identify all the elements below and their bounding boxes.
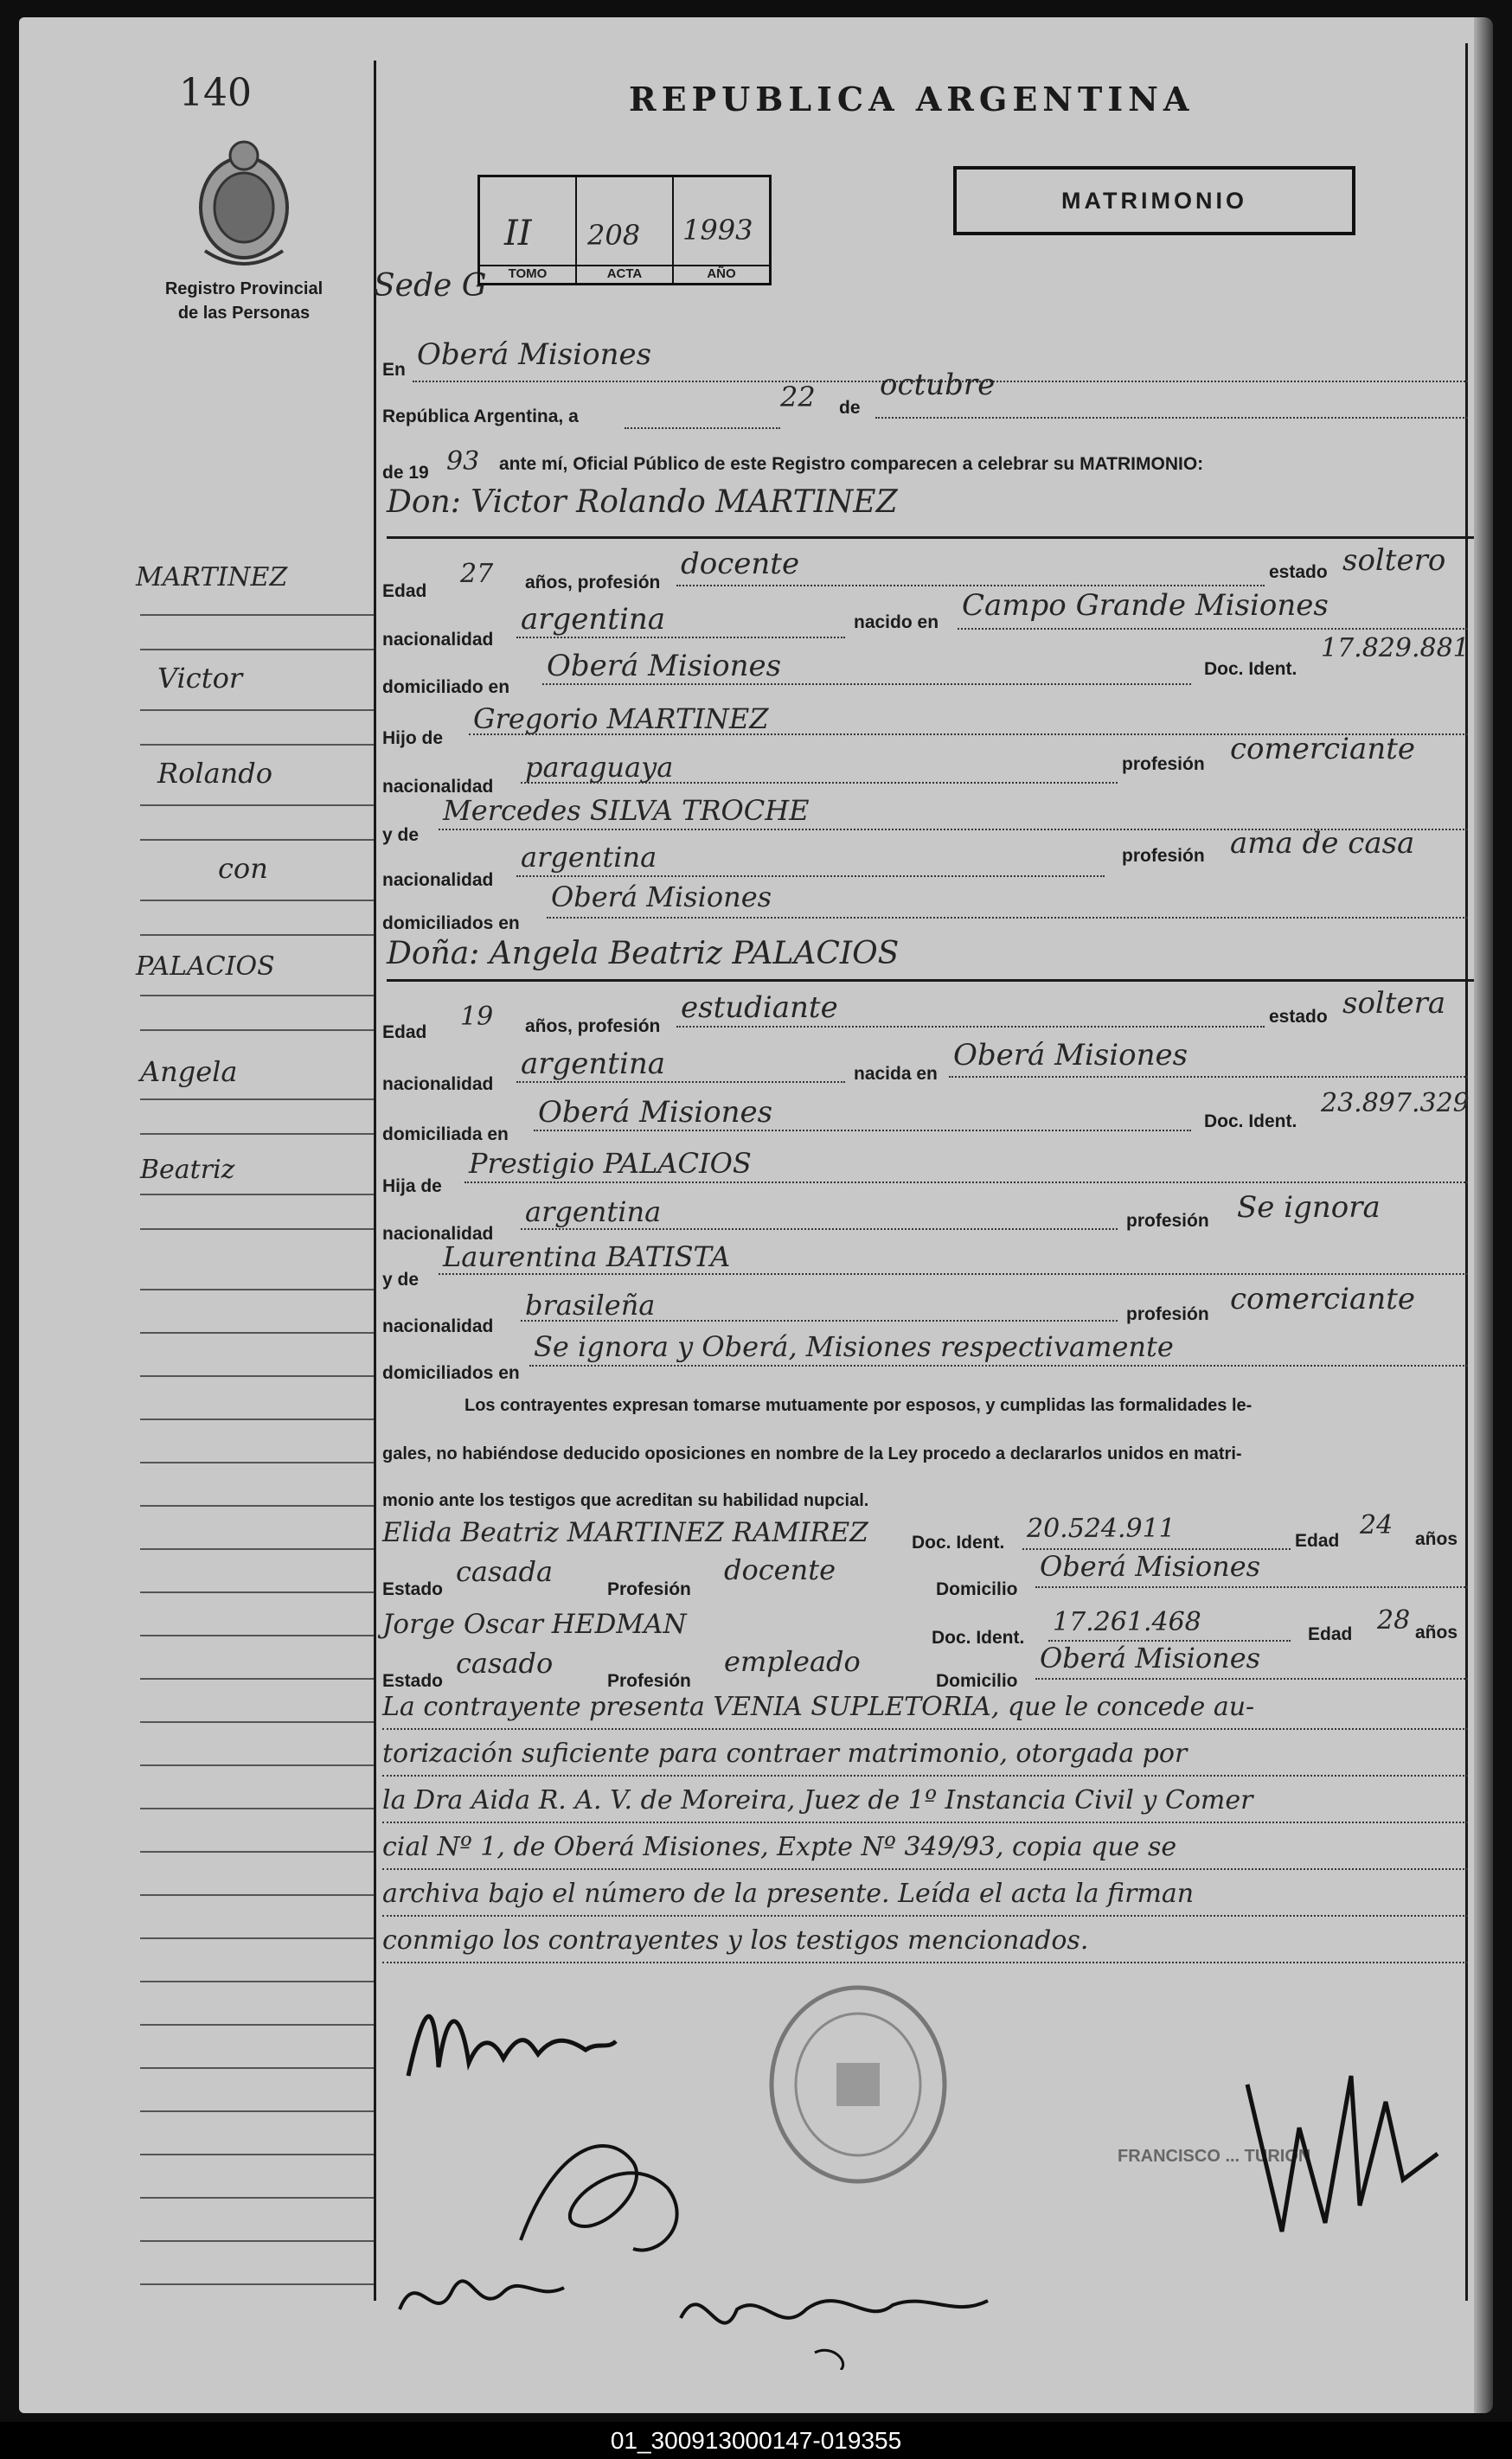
domicilio-label: domiciliada en (382, 1124, 509, 1144)
groom-padre: Gregorio MARTINEZ (473, 702, 769, 735)
underline (464, 1181, 1468, 1183)
note-line-3: la Dra Aida R. A. V. de Moreira, Juez de 1º Instancia Civil y Comer (382, 1785, 1253, 1815)
groom-profesion: docente (681, 547, 800, 581)
bride-doc: 23.897.329 (1321, 1088, 1470, 1118)
underline (949, 1076, 1468, 1078)
signature-official-icon (1230, 2050, 1455, 2257)
declaration-line-3: monio ante los testigos que acreditan su habilidad nupcial. (382, 1491, 869, 1510)
witness1-edad: 24 (1360, 1510, 1393, 1540)
margin-rule (140, 995, 374, 996)
estado-label: Estado (382, 1671, 444, 1691)
underline (516, 875, 1105, 877)
underline (521, 1228, 1118, 1230)
bride-madre-nac: brasileña (525, 1289, 656, 1322)
margin-rule (140, 804, 374, 806)
edad-label: Edad (382, 581, 427, 601)
section-divider (387, 979, 1475, 982)
underline (676, 1026, 1265, 1028)
underline (547, 917, 1468, 919)
margin-rule (140, 1228, 374, 1230)
edad-label: Edad (382, 1022, 427, 1042)
sede-handwritten: Sede G (374, 268, 487, 304)
margin-rule (140, 2197, 374, 2199)
margin-rule (140, 1098, 374, 1100)
margin-rule (140, 1808, 374, 1809)
margin-rule (140, 1418, 374, 1420)
margin-rule (140, 839, 374, 841)
section-divider (387, 536, 1475, 539)
doc-label: Doc. Ident. (932, 1628, 1025, 1648)
padre-nac-label: nacionalidad (382, 777, 494, 797)
margin-name-6: Beatriz (140, 1155, 235, 1185)
margin-rule (140, 1894, 374, 1896)
hijo-label: Hijo de (382, 728, 444, 748)
margin-rule (140, 2283, 374, 2285)
tomo-cell (480, 177, 577, 283)
groom-nacido: Campo Grande Misiones (962, 588, 1329, 623)
margin-name-2: Rolando (157, 757, 273, 790)
nacionalidad-label: nacionalidad (382, 630, 494, 650)
bride-madre: Laurentina BATISTA (443, 1240, 731, 1273)
act-type-box (953, 166, 1355, 235)
witness1-domicilio: Oberá Misiones (1040, 1550, 1261, 1583)
estado-label: Estado (382, 1579, 444, 1599)
edad-label: Edad (1308, 1624, 1353, 1644)
note-line-1: La contrayente presenta VENIA SUPLETORIA, que le concede au- (382, 1692, 1255, 1722)
underline (1035, 1678, 1468, 1680)
signature-witness-1-icon (391, 2240, 581, 2335)
underline (382, 1775, 1468, 1777)
groom-estado: soltero (1342, 543, 1446, 578)
year-suffix: 93 (446, 446, 480, 477)
underline (516, 1081, 845, 1083)
margin-rule (140, 1375, 374, 1377)
bride-madre-prof: comerciante (1230, 1282, 1415, 1316)
underline (529, 1365, 1468, 1367)
signature-witness-2-icon (668, 2257, 996, 2370)
tomo-label: TOMO (480, 265, 575, 281)
doc-label: Doc. Ident. (912, 1533, 1005, 1553)
witness1-profesion: docente (724, 1553, 836, 1586)
tomo-acta-ano-box (477, 175, 772, 285)
record-page (19, 17, 1481, 2413)
margin-rule (140, 1289, 374, 1290)
margin-rule (140, 1332, 374, 1334)
declaration-line-1: Los contrayentes expresan tomarse mutuamente por esposos, y cumplidas las formalidades le- (464, 1396, 1253, 1415)
bride-nacionalidad: argentina (521, 1047, 666, 1081)
bride-edad: 19 (460, 1002, 494, 1032)
madre-nac-label: nacionalidad (382, 1316, 494, 1336)
tomo-value: II (504, 214, 532, 253)
note-line-6: conmigo los contrayentes y los testigos mencionados. (382, 1925, 1089, 1956)
margin-rule (140, 900, 374, 901)
margin-rule (140, 1505, 374, 1507)
en-label: En (382, 360, 406, 380)
margin-rule (140, 1678, 374, 1680)
registry-line2: de las Personas (177, 304, 311, 323)
margin-rule (140, 1764, 374, 1766)
nacionalidad-label: nacionalidad (382, 1074, 494, 1094)
groom-edad: 27 (460, 559, 494, 589)
estado-label: estado (1269, 1007, 1328, 1027)
anos-profesion-label: años, profesión (525, 573, 661, 592)
note-line-4: cial Nº 1, de Oberá Misiones, Expte Nº 349/93, copia que se (382, 1832, 1177, 1862)
madre-prof-label: profesión (1122, 846, 1205, 866)
margin-rule (140, 2110, 374, 2112)
underline (534, 1130, 1191, 1131)
profesion-label: Profesión (607, 1671, 691, 1691)
underline (382, 1868, 1468, 1870)
acta-cell (577, 177, 674, 283)
note-line-2: torización suficiente para contraer matrimonio, otorgada por (382, 1739, 1188, 1769)
coat-of-arms-icon (188, 130, 300, 277)
country-title: REPUBLICA ARGENTINA (629, 80, 1195, 118)
witness2-estado: casado (456, 1647, 554, 1680)
groom-madre-prof: ama de casa (1230, 826, 1415, 861)
underline (1035, 1586, 1468, 1588)
margin-rule (140, 2240, 374, 2242)
underline (875, 417, 1468, 419)
bride-nacida: Oberá Misiones (953, 1038, 1188, 1073)
witness2-profesion: empleado (724, 1645, 861, 1678)
margin-rule (140, 2067, 374, 2069)
edad-label: Edad (1295, 1531, 1340, 1551)
registry-name (149, 277, 339, 325)
groom-padres-dom: Oberá Misiones (551, 881, 772, 913)
bride-padre-nac: argentina (525, 1195, 662, 1228)
margin-rule (140, 1721, 374, 1723)
margin-rule (140, 1851, 374, 1853)
intro-place: Oberá Misiones (417, 337, 652, 372)
margin-rule (140, 1133, 374, 1135)
bride-padre: Prestigio PALACIOS (469, 1147, 752, 1180)
page-number: 140 (179, 71, 252, 115)
ano-label: AÑO (674, 265, 769, 281)
margin-rule (140, 1194, 374, 1195)
groom-padre-nac: paraguaya (525, 751, 674, 784)
margin-rule (140, 1462, 374, 1463)
intro-formula: ante mí, Oficial Público de este Registro comparecen a celebrar su MATRIMONIO: (499, 454, 1204, 474)
bride-padre-prof: Se ignora (1237, 1190, 1381, 1225)
margin-rule (140, 934, 374, 936)
groom-madre-nac: argentina (521, 841, 657, 874)
margin-name-1: Victor (157, 662, 243, 695)
witness2-domicilio: Oberá Misiones (1040, 1642, 1261, 1675)
anos-label: años (1415, 1623, 1458, 1643)
margin-name-5: Angela (140, 1055, 238, 1088)
margin-rule (140, 1981, 374, 1982)
bride-padres-dom: Se ignora y Oberá, Misiones respectivamente (534, 1330, 1174, 1363)
doc-label: Doc. Ident. (1204, 1111, 1297, 1131)
padres-dom-label: domiciliados en (382, 913, 520, 933)
year-prefix: de 19 (382, 463, 429, 483)
note-line-5: archiva bajo el número de la presente. Leída el acta la firman (382, 1879, 1195, 1909)
margin-rule (140, 1937, 374, 1939)
underline (676, 585, 1265, 586)
margin-rule (140, 1029, 374, 1031)
margin-divider (374, 61, 376, 2301)
yde-label: y de (382, 1270, 420, 1290)
underline (521, 782, 1118, 784)
acta-value: 208 (587, 219, 641, 252)
ano-cell (674, 177, 769, 283)
margin-surname-groom: MARTINEZ (136, 562, 288, 592)
underline (439, 1273, 1468, 1275)
republica-label: República Argentina, a (382, 407, 579, 426)
registry-line1: Registro Provincial (164, 279, 324, 298)
margin-rule (140, 2154, 374, 2155)
hija-label: Hija de (382, 1176, 442, 1196)
official-stamp-icon (763, 1981, 953, 2188)
bride-estado: soltera (1342, 986, 1446, 1021)
bride-domicilio: Oberá Misiones (538, 1095, 773, 1130)
intro-de-label: de (839, 398, 861, 418)
padre-prof-label: profesión (1126, 1211, 1209, 1231)
domicilio-label: Domicilio (936, 1579, 1018, 1599)
yde-label: y de (382, 825, 420, 845)
margin-rule (140, 1548, 374, 1550)
bride-profesion: estudiante (681, 990, 838, 1025)
margin-rule (140, 1591, 374, 1593)
groom-name: Don: Victor Rolando MARTINEZ (387, 484, 898, 520)
underline (516, 637, 845, 638)
witness1-estado: casada (456, 1555, 554, 1588)
groom-madre: Mercedes SILVA TROCHE (443, 794, 810, 827)
madre-prof-label: profesión (1126, 1304, 1209, 1324)
underline (382, 1962, 1468, 1963)
margin-rule (140, 2024, 374, 2026)
margin-surname-bride: PALACIOS (136, 951, 275, 982)
margin-rule (140, 614, 374, 616)
nacido-label: nacido en (854, 612, 939, 632)
intro-month: octubre (880, 368, 996, 402)
declaration-line-2: gales, no habiéndose deducido oposiciones en nombre de la Ley procedo a declararlos unidos en matri- (382, 1444, 1242, 1463)
image-id-footer: 01_300913000147-019355 (0, 2422, 1512, 2459)
witness1-doc: 20.524.911 (1027, 1514, 1176, 1544)
padre-nac-label: nacionalidad (382, 1224, 494, 1244)
profesion-label: Profesión (607, 1579, 691, 1599)
groom-nacionalidad: argentina (521, 602, 666, 637)
doc-label: Doc. Ident. (1204, 659, 1297, 679)
underline (542, 683, 1191, 685)
estado-label: estado (1269, 562, 1328, 582)
underline (958, 628, 1468, 630)
signature-contrayente-1-icon (400, 1981, 625, 2102)
underline (382, 1822, 1468, 1823)
witness2-edad: 28 (1377, 1605, 1411, 1636)
intro-day: 22 (780, 381, 816, 413)
margin-con: con (218, 852, 268, 885)
witness1-name: Elida Beatriz MARTINEZ RAMIREZ (382, 1517, 868, 1548)
anos-profesion-label: años, profesión (525, 1016, 661, 1036)
acta-label: ACTA (577, 265, 672, 281)
groom-padre-prof: comerciante (1230, 732, 1415, 766)
madre-nac-label: nacionalidad (382, 870, 494, 890)
underline (382, 1915, 1468, 1917)
stamp-text: FRANCISCO ... TURION (1118, 2147, 1311, 2166)
underline (625, 427, 780, 429)
underline (521, 1320, 1118, 1322)
witness2-doc: 17.261.468 (1053, 1607, 1201, 1637)
groom-doc: 17.829.881 (1321, 633, 1470, 663)
ano-value: 1993 (682, 214, 753, 247)
act-type: MATRIMONIO (1061, 187, 1247, 214)
domicilio-label: Domicilio (936, 1671, 1018, 1691)
underline (382, 1728, 1468, 1730)
witness2-name: Jorge Oscar HEDMAN (382, 1609, 687, 1640)
margin-rule (140, 649, 374, 650)
groom-domicilio: Oberá Misiones (547, 649, 782, 683)
anos-label: años (1415, 1529, 1458, 1549)
margin-rule (140, 709, 374, 711)
margin-rule (140, 1635, 374, 1636)
bride-name: Doña: Angela Beatriz PALACIOS (387, 936, 900, 971)
padre-prof-label: profesión (1122, 754, 1205, 774)
padres-dom-label: domiciliados en (382, 1363, 520, 1383)
nacida-label: nacida en (854, 1064, 938, 1084)
margin-rule (140, 744, 374, 746)
domicilio-label: domiciliado en (382, 677, 510, 697)
